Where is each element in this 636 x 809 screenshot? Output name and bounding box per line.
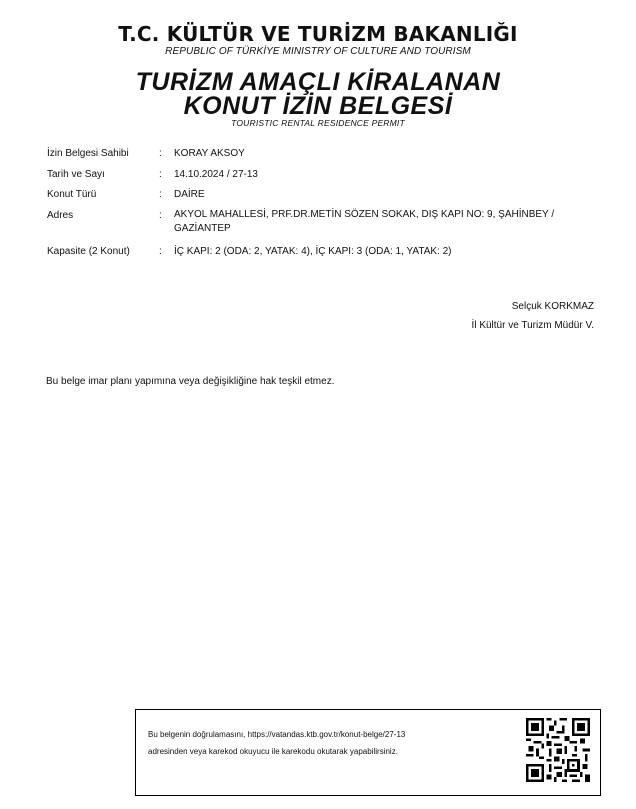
ministry-name: T.C. KÜLTÜR VE TURİZM BAKANLIĞI bbox=[118, 22, 518, 46]
field-separator: : bbox=[159, 148, 162, 159]
document-title-line1: TURİZM AMAÇLI KİRALANAN bbox=[135, 68, 501, 96]
field-separator: : bbox=[159, 189, 162, 200]
verification-line1: Bu belgenin doğrulamasını, https://vatandas.ktb.gov.tr/konut-belge/27-13 bbox=[148, 730, 406, 739]
field-value-residence-type: DAİRE bbox=[174, 189, 205, 200]
verification-line2: adresinden veya karekod okuyucu ile karekodu okutarak yapabilirsiniz. bbox=[148, 747, 398, 756]
field-label-address: Adres bbox=[47, 210, 74, 221]
field-separator: : bbox=[159, 210, 162, 221]
field-separator: : bbox=[159, 169, 162, 180]
field-value-address: AKYOL MAHALLESİ, PRF.DR.METİN SÖZEN SOKAK, DIŞ KAPI NO: 9, ŞAHİNBEY / GAZİANTEP bbox=[174, 209, 555, 234]
document-title-english: TOURISTIC RENTAL RESIDENCE PERMIT bbox=[231, 118, 405, 128]
signatory-name: Selçuk KORKMAZ bbox=[511, 301, 594, 312]
signatory-title: İl Kültür ve Turizm Müdür V. bbox=[471, 320, 594, 331]
ministry-name-english: REPUBLIC OF TÜRKİYE MINISTRY OF CULTURE AND TOURISM bbox=[165, 46, 471, 57]
field-label-owner: İzin Belgesi Sahibi bbox=[47, 148, 129, 159]
field-label-date-number: Tarih ve Sayı bbox=[47, 169, 105, 180]
field-value-capacity: İÇ KAPI: 2 (ODA: 2, YATAK: 4), İÇ KAPI: 3 (ODA: 1, YATAK: 2) bbox=[174, 246, 452, 257]
verification-text bbox=[148, 726, 508, 760]
qr-code-icon[interactable] bbox=[526, 716, 590, 784]
document-title-line2: KONUT İZİN BELGESİ bbox=[183, 92, 453, 120]
legal-note: Bu belge imar planı yapımına veya değişikliğine hak teşkil etmez. bbox=[46, 376, 335, 387]
field-label-residence-type: Konut Türü bbox=[47, 189, 97, 200]
field-value-date-number: 14.10.2024 / 27-13 bbox=[174, 169, 258, 180]
field-value-owner: KORAY AKSOY bbox=[174, 148, 245, 159]
field-label-capacity: Kapasite (2 Konut) bbox=[47, 246, 130, 257]
field-separator: : bbox=[159, 246, 162, 257]
